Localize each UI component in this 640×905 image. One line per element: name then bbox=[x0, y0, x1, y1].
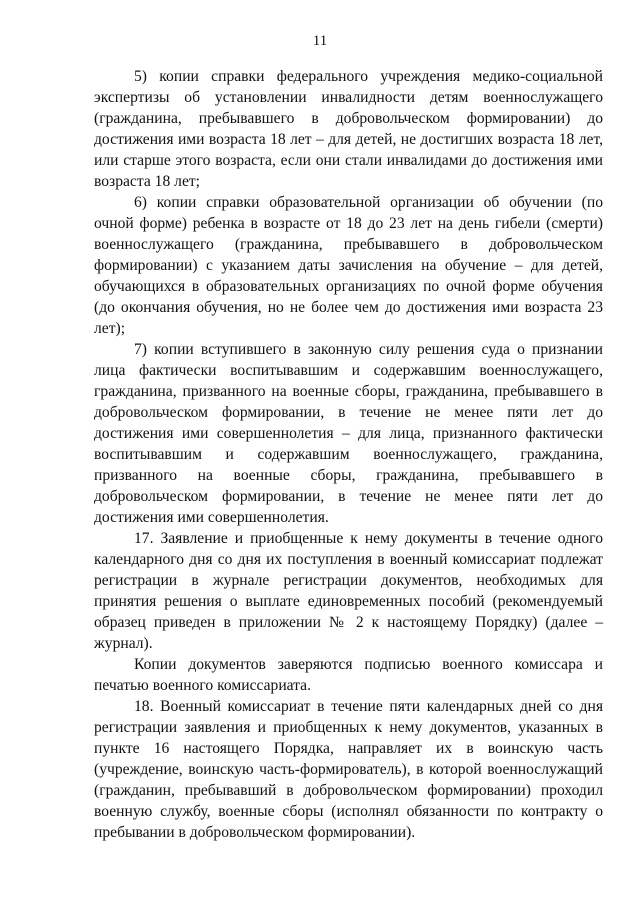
page-number: 11 bbox=[312, 33, 328, 49]
paragraph-clause-17: 17. Заявление и приобщенные к нему документы в течение одного календарного дня со дня их поступления в военный комиссариат подлежат регистрации в журнале регистрации документов, необходимых для принятия решения о выплате единовременных пособий (рекомендуемый образец приведен в приложении № 2 к настоящему Порядку) (далее – журнал). bbox=[94, 530, 603, 652]
paragraph-item-5: 5) копии справки федерального учреждения медико-социальной экспертизы об установлении инвалидности детям военнослужащего (гражданина, пребывавшего в добровольческом формировании) до достижения ими возраста 18 лет – для детей, не достигших возраста 18 лет, или старше этого возраста, если они стали инвалидами до достижения ими возраста 18 лет; bbox=[94, 68, 603, 190]
document-body bbox=[94, 66, 603, 843]
paragraph-item-6: 6) копии справки образовательной организации об обучении (по очной форме) ребенка в возрасте от 18 до 23 лет на день гибели (смерти) военнослужащего (гражданина, пребывавшего в добровольческом формировании) с указанием даты зачисления на обучение – для детей, обучающихся в образовательных организациях по очной форме обучения (до окончания обучения, но не более чем до достижения ими возраста 23 лет); bbox=[94, 194, 603, 337]
paragraph-certification: Копии документов заверяются подписью военного комиссара и печатью военного комиссариата. bbox=[94, 656, 603, 694]
paragraph-clause-18: 18. Военный комиссариат в течение пяти календарных дней со дня регистрации заявления и приобщенных к нему документов, указанных в пункте 16 настоящего Порядка, направляет их в воинскую часть (учреждение, воинскую часть-формирователь), в которой военнослужащий (гражданин, пребывавший в добровольческом формировании) проходил военную службу, военные сборы (исполнял обязанности по контракту о пребывании в добровольческом формировании). bbox=[94, 698, 603, 841]
paragraph-item-7: 7) копии вступившего в законную силу решения суда о признании лица фактически воспитывавшим и содержавшим военнослужащего, гражданина, призванного на военные сборы, гражданина, пребывавшего в добровольческом формировании, в течение не менее пяти лет до достижения ими совершеннолетия – для лица, признанного фактически воспитывавшим и содержавшим военнослужащего, гражданина, призванного на военные сборы, гражданина, пребывавшего в добровольческом формировании, в течение не менее пяти лет до достижения ими совершеннолетия. bbox=[94, 341, 603, 526]
